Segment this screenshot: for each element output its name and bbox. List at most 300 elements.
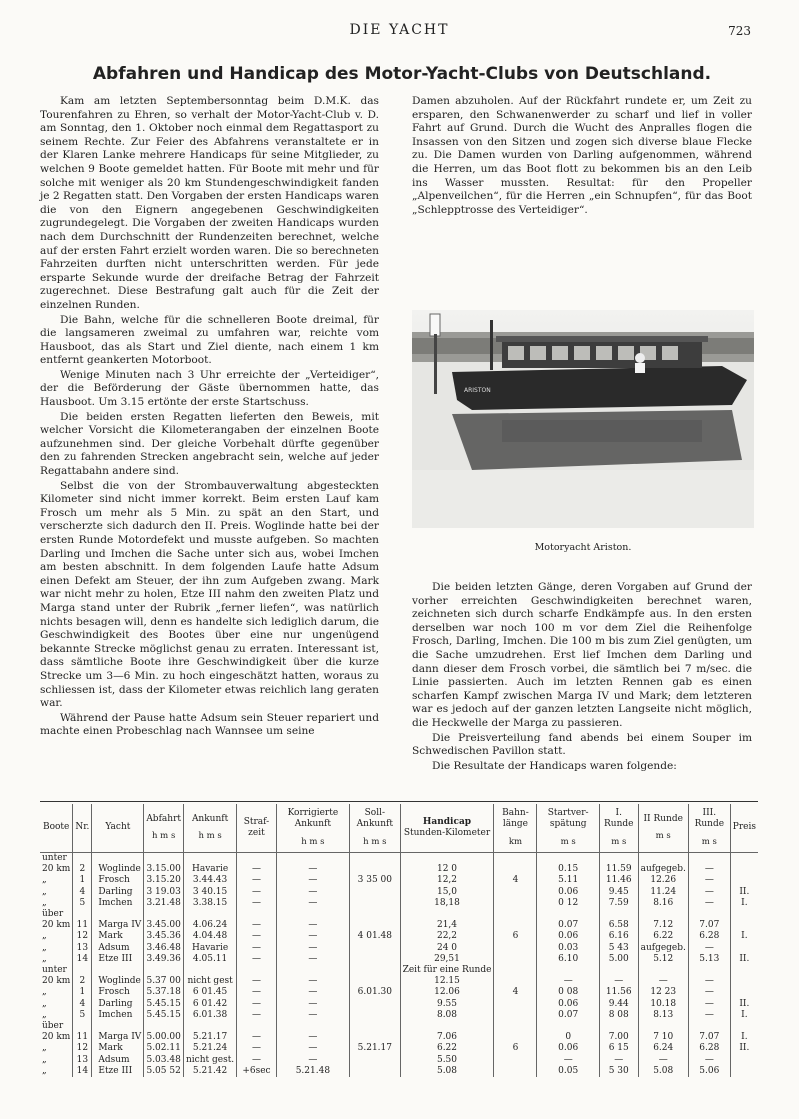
table-cell: 6 01.45	[184, 987, 237, 998]
table-row	[40, 1021, 758, 1032]
paragraph: Wenige Minuten nach 3 Uhr erreichte der „Verteidiger“, der die Beförderung der Gäste übernommen hatte, das Hausboot. Um 3.15 ertönte der erste Startschuss.	[40, 368, 379, 409]
table-cell	[350, 1055, 401, 1066]
table-cell: 0.06	[537, 999, 599, 1010]
table-cell: aufgegeb.	[638, 943, 688, 954]
table-cell: 5.45.15	[144, 1010, 184, 1021]
table-cell: 12.06	[400, 987, 494, 998]
table-cell: 5.50	[400, 1055, 494, 1066]
table-cell: 6	[494, 1043, 537, 1054]
table-cell	[688, 1021, 730, 1032]
table-cell	[144, 1021, 184, 1032]
table-cell: —	[237, 931, 277, 942]
table-row	[40, 1066, 758, 1077]
table-cell: 3 40.15	[184, 887, 237, 898]
table-cell: 3.21.48	[144, 898, 184, 909]
table-cell	[276, 1021, 349, 1032]
paragraph: Selbst die von der Strombauverwaltung abgesteckten Kilometer sind nicht immer korrekt. Beim ersten Lauf kam Frosch um mehr als 5 Min. zu spät an den Start, und verscherzte sich dadurch den II. Preis. Woglinde hatte bei der ersten Runde Motordefekt und musste aufgeben. So machten Darling und Imchen die Sache unter sich aus, wobei Imchen am besten abschnitt. In dem folgenden Laufe hatte Adsum einen Defekt am Steuer, der ihn zum Aufgeben zwang. Mark war nicht mehr zu holen, Etze III nahm den zweiten Platz und Marga stand unter der Rubrik „ferner liefen“, was natürlich nichts besagen will, denn es handelte sich lediglich darum, die Geschwindigkeit des Bootes über eine nur ungenügend bekannte Strecke möglichst genau zu erraten. Interessant ist, dass sämtliche Boote ihre Geschwindigkeit über die kurze Strecke um 3—6 Min. zu hoch eingeschätzt hatten, woraus zu schliessen ist, dass der Kilometer etwas reichlich lang geraten war.	[40, 479, 379, 710]
table-cell: 0.05	[537, 1066, 599, 1077]
photo-caption: Motoryacht Ariston.	[534, 542, 632, 553]
table-cell: —	[276, 931, 349, 942]
table-cell	[638, 853, 688, 865]
table-cell: 6.01.38	[184, 1010, 237, 1021]
table-cell: 4 01.48	[350, 931, 401, 942]
table-cell: 10.18	[638, 999, 688, 1010]
table-cell: aufgegeb.	[638, 864, 688, 875]
table-cell: 12.15	[400, 976, 494, 987]
table-cell	[144, 909, 184, 920]
table-cell: 5.08	[400, 1066, 494, 1077]
running-head: DIE YACHT	[349, 22, 450, 38]
table-cell: —	[237, 1032, 277, 1043]
table-cell: —	[638, 976, 688, 987]
table-cell: —	[599, 976, 638, 987]
table-cell	[730, 1066, 758, 1077]
header-runde-2: II Runde m s	[638, 804, 688, 853]
table-cell	[350, 965, 401, 976]
table-cell: —	[599, 1055, 638, 1066]
table-cell: —	[276, 1010, 349, 1021]
article-title: Abfahren und Handicap des Motor-Yacht-Clubs von Deutschland.	[92, 64, 712, 84]
table-cell: —	[276, 987, 349, 998]
table-cell	[350, 954, 401, 965]
table-cell: —	[688, 943, 730, 954]
table-cell: —	[276, 976, 349, 987]
table-cell: Havarie	[184, 864, 237, 875]
table-cell: unter	[42, 853, 67, 863]
right-column-bottom	[412, 581, 752, 774]
table-cell: 6 15	[599, 1043, 638, 1054]
table-cell	[350, 920, 401, 931]
table-row	[40, 898, 758, 909]
table-cell	[730, 943, 758, 954]
table-cell: 20 km	[42, 920, 71, 931]
header-runde-1: I. Runde m s	[599, 804, 638, 853]
table-cell	[350, 853, 401, 865]
table-cell: —	[688, 887, 730, 898]
results-table	[40, 804, 758, 1077]
table-cell	[494, 1010, 537, 1021]
table-cell: 12,2	[400, 875, 494, 886]
header-runde-3: III. Runde m s	[688, 804, 730, 853]
table-cell	[144, 853, 184, 865]
table-cell: II.	[730, 954, 758, 965]
table-cell: 5.08	[638, 1066, 688, 1077]
paragraph: Während der Pause hatte Adsum sein Steuer repariert und machte einen Probeschlag nach Wannsee um seine	[40, 711, 379, 738]
table-row	[40, 1010, 758, 1021]
table-cell: 7 10	[638, 1032, 688, 1043]
table-row	[40, 909, 758, 920]
table-cell	[599, 1021, 638, 1032]
table-cell	[350, 1032, 401, 1043]
table-row	[40, 887, 758, 898]
table-cell	[400, 909, 494, 920]
yacht-photo	[412, 310, 754, 528]
table-cell: „	[42, 1009, 47, 1020]
table-cell: Darling	[92, 999, 144, 1010]
table-cell: 9.44	[599, 999, 638, 1010]
table-cell: 3 19.03	[144, 887, 184, 898]
table-cell: 14	[73, 954, 92, 965]
table-cell: 0.06	[537, 931, 599, 942]
table-cell: 7.59	[599, 898, 638, 909]
table-cell	[237, 1021, 277, 1032]
table-cell	[730, 909, 758, 920]
table-cell	[350, 1021, 401, 1032]
table-cell: 0.07	[537, 920, 599, 931]
table-cell: 5.12	[638, 954, 688, 965]
table-cell: 3.38.15	[184, 898, 237, 909]
table-cell: 5.05 52	[144, 1066, 184, 1077]
table-cell: —	[537, 1055, 599, 1066]
header-soll-ankunft: Soll-Ankunft h m s	[350, 804, 401, 853]
paragraph: Damen abzuholen. Auf der Rückfahrt rundete er, um Zeit zu ersparen, den Schwanenwerder zu scharf und lief in voller Fahrt auf Grund. Durch die Wucht des Anpralles flogen die Insassen von den Sitzen und zogen sich diverse blaue Flecke zu. Die Damen wurden von Darling aufgenommen, während die Herren, um das Boot flott zu bekommen bis an den Leib ins Wasser mussten. Resultat: für den Propeller „Alpenveilchen“, für die Herren „ein Schnupfen“, für das Boot „Schlepptrosse des Verteidiger“.	[412, 95, 752, 216]
table-cell: 4.06.24	[184, 920, 237, 931]
table-cell	[730, 987, 758, 998]
table-cell	[237, 909, 277, 920]
table-cell: —	[688, 864, 730, 875]
table-cell: 5.21.24	[184, 1043, 237, 1054]
table-cell	[730, 1055, 758, 1066]
table-cell: 6.10	[537, 954, 599, 965]
table-cell: 5.37 00	[144, 976, 184, 987]
table-cell: „	[42, 1065, 47, 1076]
header-preis: Preis	[730, 804, 758, 853]
table-cell	[184, 1021, 237, 1032]
table-cell: 6 01.42	[184, 999, 237, 1010]
table-cell: 11.46	[599, 875, 638, 886]
table-cell: Etze III	[92, 1066, 144, 1077]
table-cell: —	[276, 943, 349, 954]
table-cell: —	[237, 875, 277, 886]
table-cell: über	[42, 909, 64, 920]
table-cell: 8.08	[400, 1010, 494, 1021]
table-row	[40, 999, 758, 1010]
table-cell: „	[42, 953, 47, 964]
table-cell: 8.16	[638, 898, 688, 909]
table-cell	[494, 1055, 537, 1066]
table-cell	[730, 875, 758, 886]
table-cell	[537, 853, 599, 865]
table-cell: 3.49.36	[144, 954, 184, 965]
table-cell: 12	[73, 1043, 92, 1054]
table-cell	[730, 1021, 758, 1032]
table-cell	[276, 965, 349, 976]
table-cell: 20 km	[42, 864, 71, 875]
table-cell	[73, 853, 92, 865]
table-cell: „	[42, 875, 47, 886]
header-yacht: Yacht	[92, 804, 144, 853]
table-cell: —	[276, 887, 349, 898]
table-cell	[537, 965, 599, 976]
table-cell: Mark	[92, 931, 144, 942]
paragraph: Die beiden ersten Regatten lieferten den Beweis, mit welcher Vorsicht die Kilometerangaben der einzelnen Boote aufzunehmen sind. Der gleiche Vorbehalt dürfte gegenüber den zu fahrenden Strecken angebracht sein, welche auf jeder Regattabahn andere sind.	[40, 410, 379, 478]
table-cell: 7.12	[638, 920, 688, 931]
table-cell: 1	[73, 987, 92, 998]
header-strafzeit: Straf-zeit	[237, 804, 277, 853]
table-cell	[350, 1066, 401, 1077]
table-cell: 0.15	[537, 864, 599, 875]
table-cell: —	[688, 898, 730, 909]
table-cell	[494, 999, 537, 1010]
table-cell	[92, 853, 144, 865]
table-cell: 9.55	[400, 999, 494, 1010]
table-cell: 9.45	[599, 887, 638, 898]
table-cell: —	[276, 1055, 349, 1066]
table-cell	[400, 853, 494, 865]
table-cell: Darling	[92, 887, 144, 898]
table-cell: 3.45.00	[144, 920, 184, 931]
table-cell	[237, 853, 277, 865]
header-bahnlaenge: Bahn-länge km	[494, 804, 537, 853]
table-cell: 0.06	[537, 887, 599, 898]
table-row	[40, 954, 758, 965]
table-cell: —	[237, 1010, 277, 1021]
table-cell	[400, 1021, 494, 1032]
table-cell: —	[537, 976, 599, 987]
table-cell: 6.22	[638, 931, 688, 942]
table-cell	[599, 853, 638, 865]
table-header-row	[40, 804, 758, 853]
table-cell	[350, 887, 401, 898]
table-cell: über	[42, 1021, 64, 1032]
table-cell	[73, 1021, 92, 1032]
table-cell	[350, 1010, 401, 1021]
paragraph: Kam am letzten Septembersonntag beim D.M.K. das Tourenfahren zu Ehren, so verhalt der Motor-Yacht-Club v. D. am Sonntag, den 1. Oktober noch einmal dem Regattasport zu seinem Rechte. Zur Feier des Abfahrens veranstaltete er in der Klaren Lanke mehrere Handicaps für seine Mitglieder, zu welchen 9 Boote gemeldet hatten. Für Boote mit mehr und für solche mit weniger als 20 km Stundengeschwindigkeit fanden je 2 Regatten statt. Den Vorgaben der ersten Handicaps waren die von den Eignern angegebenen Geschwindigkeiten zugrundegelegt. Die Vorgaben der zweiten Handicaps wurden nach dem Durchschnitt der Rundenzeiten berechnet, welche auf der ersten Fahrt erzielt worden waren. Die so berechneten Fahrzeiten durften nicht unterschritten werden. Für jede ersparte Sekunde wurde der dreifache Betrag der Fahrzeit zugerechnet. Diese Bestrafung galt auch für die Zeit der einzelnen Runden.	[40, 95, 379, 311]
page-number: 723	[728, 24, 751, 38]
table-cell	[537, 909, 599, 920]
table-cell: 5.21.17	[350, 1043, 401, 1054]
table-row	[40, 976, 758, 987]
table-cell	[92, 1021, 144, 1032]
table-cell	[73, 965, 92, 976]
table-cell: 12	[73, 931, 92, 942]
table-cell: 8 08	[599, 1010, 638, 1021]
table-cell: Imchen	[92, 898, 144, 909]
table-cell: 5.02.11	[144, 1043, 184, 1054]
table-cell	[730, 920, 758, 931]
table-cell: 7.07	[688, 920, 730, 931]
table-cell: —	[237, 943, 277, 954]
table-cell: „	[42, 897, 47, 908]
table-cell	[350, 999, 401, 1010]
table-cell: „	[42, 886, 47, 897]
table-cell: 6.58	[599, 920, 638, 931]
table-cell: 6.28	[688, 931, 730, 942]
header-korrigierte-ankunft: Korrigierte Ankunft h m s	[276, 804, 349, 853]
table-row	[40, 875, 758, 886]
table-body	[40, 853, 758, 1078]
table-cell: —	[237, 976, 277, 987]
table-cell: —	[237, 920, 277, 931]
table-cell: 2	[73, 976, 92, 987]
table-cell: 20 km	[42, 976, 71, 987]
table-cell: —	[237, 954, 277, 965]
table-cell: 12 23	[638, 987, 688, 998]
table-cell: Marga IV	[92, 920, 144, 931]
table-cell: I.	[730, 898, 758, 909]
table-cell: 13	[73, 1055, 92, 1066]
table-cell	[599, 909, 638, 920]
table-cell	[494, 943, 537, 954]
table-cell: 3 35 00	[350, 875, 401, 886]
paragraph: Die Preisverteilung fand abends bei einem Souper im Schwedischen Pavillon statt.	[412, 731, 752, 758]
table-cell: 6.22	[400, 1043, 494, 1054]
table-cell: —	[276, 864, 349, 875]
table-cell: 11.24	[638, 887, 688, 898]
header-startverspaetung: Startver-spätung m s	[537, 804, 599, 853]
table-cell	[184, 909, 237, 920]
table-cell	[638, 965, 688, 976]
table-cell	[73, 909, 92, 920]
left-column	[40, 95, 379, 740]
table-cell	[638, 909, 688, 920]
table-cell	[184, 853, 237, 865]
table-cell: 24 0	[400, 943, 494, 954]
table-cell: 7.06	[400, 1032, 494, 1043]
table-cell: 1	[73, 875, 92, 886]
table-cell: 20 km	[42, 1032, 71, 1043]
table-cell: 4	[494, 987, 537, 998]
table-cell: 13	[73, 943, 92, 954]
table-cell	[494, 920, 537, 931]
table-cell: 5.03.48	[144, 1055, 184, 1066]
table-cell: nicht gest.	[184, 1055, 237, 1066]
table-cell: Woglinde	[92, 976, 144, 987]
table-cell: Frosch	[92, 875, 144, 886]
table-cell: 4.05.11	[184, 954, 237, 965]
table-cell: Etze III	[92, 954, 144, 965]
table-cell: 3.44.43	[184, 875, 237, 886]
table-cell: 11.59	[599, 864, 638, 875]
table-cell: „	[42, 998, 47, 1009]
table-cell: 6.24	[638, 1043, 688, 1054]
table-cell: —	[688, 987, 730, 998]
header-nr: Nr.	[73, 804, 92, 853]
table-cell: „	[42, 942, 47, 953]
table-cell: Adsum	[92, 943, 144, 954]
table-cell	[350, 976, 401, 987]
table-cell	[276, 853, 349, 865]
paragraph: Die Bahn, welche für die schnelleren Boote dreimal, für die langsameren zweimal zu umfahren war, reichte vom Hausboot, das als Start und Ziel diente, nach einem 1 km entfernt geankerten Motorboot.	[40, 313, 379, 367]
table-cell	[494, 853, 537, 865]
table-cell: 11	[73, 920, 92, 931]
table-cell: 4.04.48	[184, 931, 237, 942]
table-cell: I.	[730, 931, 758, 942]
table-cell	[494, 887, 537, 898]
table-cell: 21,4	[400, 920, 494, 931]
table-cell: 12.26	[638, 875, 688, 886]
table-cell: —	[276, 920, 349, 931]
table-cell: —	[276, 954, 349, 965]
table-cell	[730, 864, 758, 875]
table-cell: Mark	[92, 1043, 144, 1054]
table-cell: —	[688, 976, 730, 987]
table-cell: 5 30	[599, 1066, 638, 1077]
table-cell	[494, 1066, 537, 1077]
table-cell: 6.16	[599, 931, 638, 942]
table-cell	[730, 965, 758, 976]
table-cell: 7.07	[688, 1032, 730, 1043]
header-abfahrt: Abfahrt h m s	[144, 804, 184, 853]
table-cell: 5	[73, 898, 92, 909]
table-cell: 3.45.36	[144, 931, 184, 942]
table-cell: —	[237, 898, 277, 909]
table-cell: 7.00	[599, 1032, 638, 1043]
table-cell: —	[237, 864, 277, 875]
table-cell: 5 43	[599, 943, 638, 954]
table-cell: 5.00.00	[144, 1032, 184, 1043]
table-cell	[494, 976, 537, 987]
table-cell: II.	[730, 1043, 758, 1054]
table-cell: 3.46.48	[144, 943, 184, 954]
table-cell	[494, 954, 537, 965]
table-cell	[688, 965, 730, 976]
table-cell: —	[688, 999, 730, 1010]
table-cell: —	[237, 999, 277, 1010]
table-cell	[276, 909, 349, 920]
header-handicap: Handicap Stunden-Kilometer	[400, 804, 494, 853]
table-cell	[184, 965, 237, 976]
table-cell: —	[237, 1043, 277, 1054]
table-row	[40, 1032, 758, 1043]
table-cell: —	[237, 1055, 277, 1066]
table-cell: 11	[73, 1032, 92, 1043]
table-cell: 0.07	[537, 1010, 599, 1021]
table-cell	[350, 864, 401, 875]
table-row	[40, 853, 758, 865]
table-cell	[730, 853, 758, 865]
table-cell	[638, 1021, 688, 1032]
table-cell: Adsum	[92, 1055, 144, 1066]
table-cell	[494, 965, 537, 976]
table-cell	[92, 909, 144, 920]
table-cell: 0.06	[537, 1043, 599, 1054]
table-cell: II.	[730, 887, 758, 898]
table-cell: 6.28	[688, 1043, 730, 1054]
table-row	[40, 864, 758, 875]
table-cell: unter	[42, 965, 67, 976]
table-cell	[494, 864, 537, 875]
table-row	[40, 943, 758, 954]
table-cell: nicht gest	[184, 976, 237, 987]
table-cell: Imchen	[92, 1010, 144, 1021]
table-cell	[92, 965, 144, 976]
table-cell: —	[276, 999, 349, 1010]
table-row	[40, 965, 758, 976]
table-cell: I.	[730, 1032, 758, 1043]
table-cell: —	[237, 987, 277, 998]
table-cell: 5.13	[688, 954, 730, 965]
table-cell: 15,0	[400, 887, 494, 898]
table-cell: „	[42, 987, 47, 998]
table-cell: 5	[73, 1010, 92, 1021]
table-cell: 4	[494, 875, 537, 886]
table-cell: II.	[730, 999, 758, 1010]
header-boote: Boote	[40, 804, 73, 853]
table-cell	[730, 976, 758, 987]
table-cell: 5.21.48	[276, 1066, 349, 1077]
table-cell	[494, 1021, 537, 1032]
table-cell	[350, 943, 401, 954]
table-cell: 0 08	[537, 987, 599, 998]
table-cell: „	[42, 1043, 47, 1054]
paragraph: Die Resultate der Handicaps waren folgende:	[432, 759, 677, 772]
table-cell	[599, 965, 638, 976]
photo-boat-name: ARISTON	[464, 387, 491, 394]
table-cell: Havarie	[184, 943, 237, 954]
table-cell: —	[688, 875, 730, 886]
table-row	[40, 1055, 758, 1066]
